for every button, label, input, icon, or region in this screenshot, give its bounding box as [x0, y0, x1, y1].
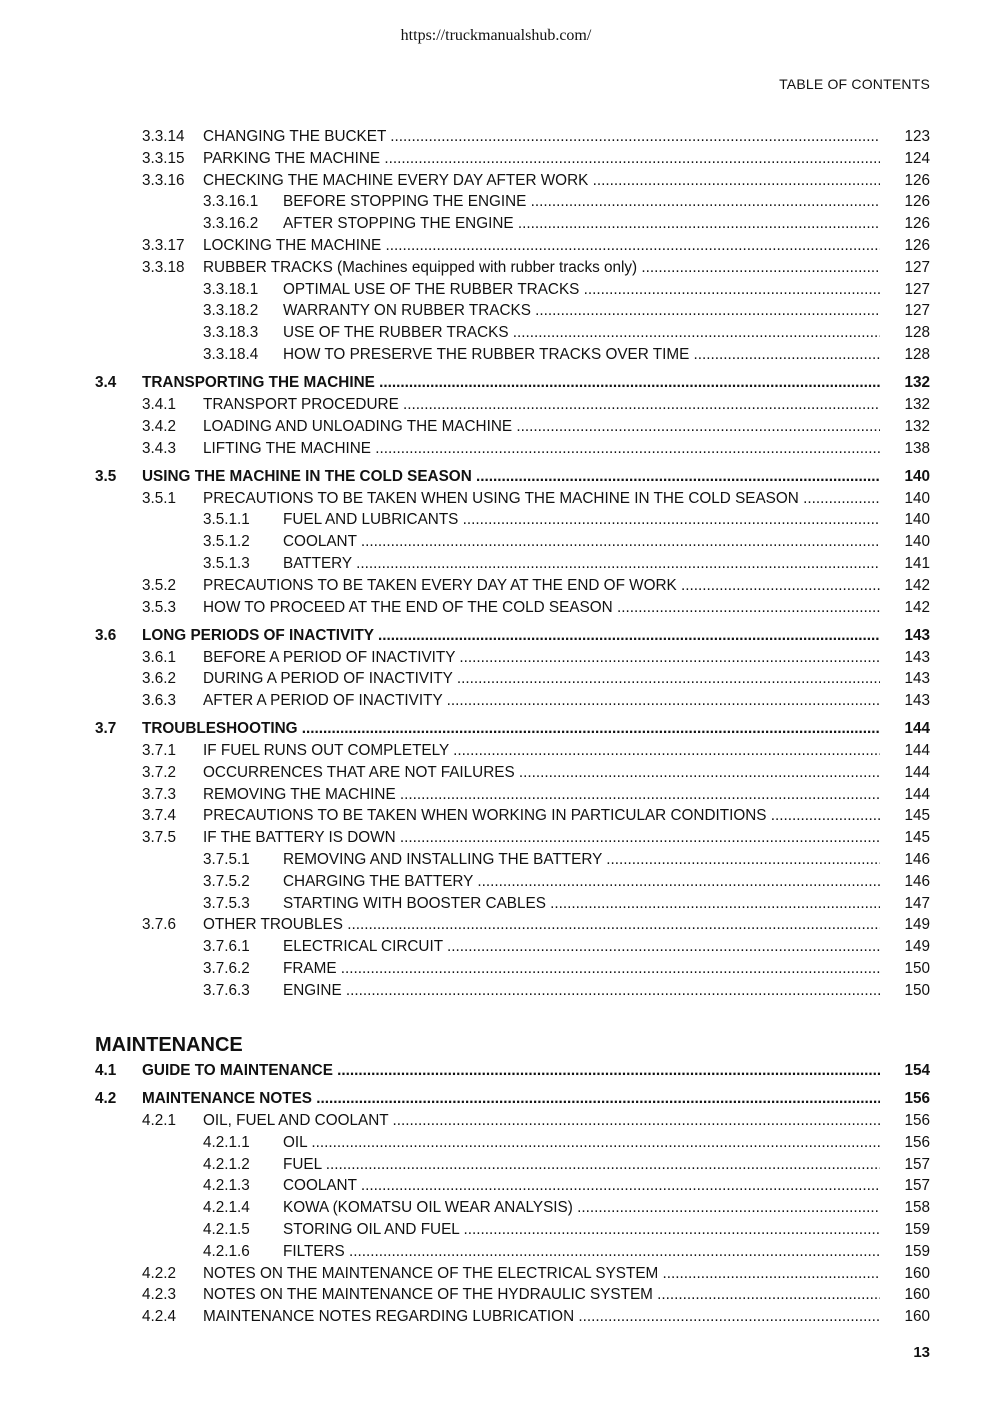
toc-entry-title: LIFTING THE MACHINE ..... — [203, 438, 880, 460]
toc-entry[interactable] — [0, 718, 992, 740]
toc-entry-number: 4.2.1.6 — [203, 1242, 250, 1260]
toc-entry-title: ENGINE ..... — [283, 980, 880, 1002]
toc-entry-number: 4.2.2 — [142, 1264, 177, 1282]
toc-entry-page: 127 — [904, 280, 930, 298]
toc-entry-page: 149 — [904, 938, 930, 956]
toc-entry-title: REMOVING THE MACHINE ..... — [203, 784, 880, 806]
page-header-title: TABLE OF CONTENTS — [779, 76, 930, 92]
toc-entry[interactable] — [0, 1197, 992, 1219]
toc-entry-page: 144 — [904, 785, 930, 803]
toc-entry-title: FUEL AND LUBRICANTS ..... — [283, 509, 880, 531]
toc-entry[interactable] — [0, 394, 992, 416]
toc-entry-title: CHECKING THE MACHINE EVERY DAY AFTER WORK ..... — [203, 170, 880, 192]
toc-entry-page: 143 — [904, 626, 930, 644]
toc-entry[interactable] — [0, 575, 992, 597]
toc-entry-title: OIL, FUEL AND COOLANT ..... — [203, 1110, 880, 1132]
toc-entry-number: 3.7.1 — [142, 742, 177, 760]
toc-entry-page: 150 — [904, 960, 930, 978]
toc-entry-number: 3.5.1.3 — [203, 554, 250, 572]
toc-entry-page: 143 — [904, 670, 930, 688]
toc-entry[interactable] — [0, 322, 992, 344]
toc-entry-title: IF FUEL RUNS OUT COMPLETELY ..... — [203, 740, 880, 762]
toc-entry-number: 4.2.1.4 — [203, 1199, 250, 1217]
toc-entry-page: 141 — [904, 554, 930, 572]
section-heading-text: MAINTENANCE — [95, 1033, 243, 1056]
toc-entry-number: 3.5.3 — [142, 598, 177, 616]
toc-entry[interactable] — [0, 438, 992, 460]
toc-entry-page: 144 — [904, 720, 930, 738]
toc-entry-page: 138 — [904, 439, 930, 457]
toc-entry-number: 3.4 — [95, 374, 117, 392]
toc-entry-page: 149 — [904, 916, 930, 934]
toc-entry-page: 126 — [904, 171, 930, 189]
toc-entry-number: 3.4.3 — [142, 439, 177, 457]
toc-entry-number: 3.7.5.3 — [203, 894, 250, 912]
toc-entry-page: 140 — [904, 467, 930, 485]
toc-entry[interactable] — [0, 257, 992, 279]
toc-entry-page: 160 — [904, 1308, 930, 1326]
toc-entry-title: BEFORE A PERIOD OF INACTIVITY ..... — [203, 647, 880, 669]
toc-entry-title: HOW TO PRESERVE THE RUBBER TRACKS OVER TIME ..... — [283, 344, 880, 366]
toc-entry-page: 126 — [904, 193, 930, 211]
toc-entry-number: 3.3.17 — [142, 236, 185, 254]
toc-entry-page: 146 — [904, 851, 930, 869]
toc-entry-number: 3.7.5.1 — [203, 851, 250, 869]
toc-entry-page: 140 — [904, 533, 930, 551]
toc-entry-number: 3.6.1 — [142, 648, 177, 666]
toc-entry-title: OTHER TROUBLES ..... — [203, 914, 880, 936]
toc-entry-number: 3.5.2 — [142, 576, 177, 594]
toc-entry-title: PARKING THE MACHINE ..... — [203, 148, 880, 170]
toc-entry-page: 160 — [904, 1264, 930, 1282]
toc-entry-page: 128 — [904, 345, 930, 363]
toc-entry-number: 3.3.16 — [142, 171, 185, 189]
toc-entry-title: MAINTENANCE NOTES ..... — [142, 1088, 880, 1110]
toc-entry[interactable] — [0, 531, 992, 553]
toc-entry-page: 158 — [904, 1199, 930, 1217]
toc-entry-number: 3.3.18 — [142, 258, 185, 276]
toc-entry-title: AFTER STOPPING THE ENGINE ..... — [283, 213, 880, 235]
toc-entry-page: 146 — [904, 872, 930, 890]
toc-entry-title: REMOVING AND INSTALLING THE BATTERY ..... — [283, 849, 880, 871]
toc-entry[interactable] — [0, 740, 992, 762]
toc-entry[interactable] — [0, 762, 992, 784]
toc-entry-number: 3.7.6 — [142, 916, 177, 934]
table-of-contents — [0, 126, 992, 1328]
toc-entry-page: 154 — [904, 1062, 930, 1080]
toc-entry-page: 156 — [904, 1112, 930, 1130]
toc-entry[interactable] — [0, 1263, 992, 1285]
toc-entry-page: 145 — [904, 829, 930, 847]
toc-entry-title: TRANSPORTING THE MACHINE ..... — [142, 372, 880, 394]
toc-entry-title: USE OF THE RUBBER TRACKS ..... — [283, 322, 880, 344]
toc-entry-number: 3.7.3 — [142, 785, 177, 803]
toc-entry[interactable] — [0, 827, 992, 849]
toc-entry[interactable] — [0, 126, 992, 148]
toc-entry[interactable] — [0, 668, 992, 690]
toc-entry-number: 3.5 — [95, 467, 117, 485]
toc-entry-page: 126 — [904, 215, 930, 233]
toc-entry-title: LOCKING THE MACHINE ..... — [203, 235, 880, 257]
toc-entry-title: LONG PERIODS OF INACTIVITY ..... — [142, 625, 880, 647]
toc-entry-number: 4.1 — [95, 1062, 117, 1080]
toc-entry[interactable] — [0, 372, 992, 394]
toc-entry[interactable] — [0, 625, 992, 647]
toc-entry-title: WARRANTY ON RUBBER TRACKS ..... — [283, 300, 880, 322]
section-heading — [0, 1024, 992, 1054]
toc-entry-number: 3.7.6.3 — [203, 981, 250, 999]
toc-entry-number: 3.6 — [95, 626, 117, 644]
toc-entry[interactable] — [0, 893, 992, 915]
toc-entry-number: 3.7.5.2 — [203, 872, 250, 890]
toc-entry[interactable] — [0, 300, 992, 322]
toc-entry-number: 3.6.2 — [142, 670, 177, 688]
toc-entry-title: TROUBLESHOOTING ..... — [142, 718, 880, 740]
toc-entry-page: 132 — [904, 417, 930, 435]
toc-entry[interactable] — [0, 1132, 992, 1154]
toc-entry-number: 3.7.4 — [142, 807, 177, 825]
toc-entry-page: 160 — [904, 1286, 930, 1304]
source-url: https://truckmanualshub.com/ — [400, 27, 592, 44]
toc-entry-title: USING THE MACHINE IN THE COLD SEASON ..... — [142, 466, 880, 488]
toc-entry[interactable] — [0, 1154, 992, 1176]
toc-entry-number: 3.5.1.1 — [203, 511, 250, 529]
toc-entry-number: 3.6.3 — [142, 692, 177, 710]
toc-entry-number: 3.3.18.4 — [203, 345, 259, 363]
toc-entry[interactable] — [0, 344, 992, 366]
toc-entry-page: 140 — [904, 489, 930, 507]
toc-entry-page: 127 — [904, 302, 930, 320]
toc-entry-page: 144 — [904, 763, 930, 781]
toc-entry-title: OPTIMAL USE OF THE RUBBER TRACKS ..... — [283, 279, 880, 301]
toc-entry-page: 127 — [904, 258, 930, 276]
toc-entry[interactable] — [0, 213, 992, 235]
toc-entry-number: 4.2.1.2 — [203, 1155, 250, 1173]
toc-entry-title: CHARGING THE BATTERY ..... — [283, 871, 880, 893]
toc-entry-page: 144 — [904, 742, 930, 760]
toc-entry-number: 4.2 — [95, 1090, 117, 1108]
toc-entry-number: 3.3.14 — [142, 128, 185, 145]
toc-entry-title: KOWA (KOMATSU OIL WEAR ANALYSIS) ..... — [283, 1197, 880, 1219]
toc-entry-page: 159 — [904, 1221, 930, 1238]
toc-entry[interactable] — [0, 235, 992, 257]
toc-entry[interactable] — [0, 1175, 992, 1197]
toc-entry-number: 3.3.18.1 — [203, 280, 259, 298]
toc-entry-title: PRECAUTIONS TO BE TAKEN WHEN USING THE MACHINE IN THE COLD SEASON ..... — [203, 488, 880, 510]
toc-entry-title: IF THE BATTERY IS DOWN ..... — [203, 827, 880, 849]
toc-entry-number: 3.5.1.2 — [203, 533, 250, 551]
toc-entry-page: 156 — [904, 1133, 930, 1151]
toc-entry-number: 3.7.2 — [142, 763, 177, 781]
toc-entry-number: 3.3.15 — [142, 149, 185, 167]
toc-entry-page: 142 — [904, 598, 930, 616]
toc-entry[interactable] — [0, 553, 992, 575]
toc-entry-title: TRANSPORT PROCEDURE ..... — [203, 394, 880, 416]
toc-entry-number: 4.2.3 — [142, 1286, 177, 1304]
toc-entry-title: PRECAUTIONS TO BE TAKEN WHEN WORKING IN PARTICULAR CONDITIONS ..... — [203, 805, 880, 827]
toc-entry[interactable] — [0, 849, 992, 871]
toc-entry-page: 143 — [904, 648, 930, 666]
toc-entry-number: 3.3.18.3 — [203, 324, 259, 342]
toc-entry[interactable] — [0, 148, 992, 170]
toc-entry-number: 3.3.16.2 — [203, 215, 259, 233]
toc-entry-title: NOTES ON THE MAINTENANCE OF THE ELECTRICAL SYSTEM ..... — [203, 1263, 880, 1285]
toc-entry[interactable] — [0, 1110, 992, 1132]
toc-entry-title: FUEL ..... — [283, 1154, 880, 1176]
toc-entry-page: 157 — [904, 1155, 930, 1173]
toc-entry-page: 132 — [904, 374, 930, 392]
toc-entry-number: 3.4.1 — [142, 395, 177, 413]
toc-entry-number: 3.7 — [95, 720, 117, 738]
toc-entry[interactable] — [0, 690, 992, 712]
toc-entry-number: 4.2.1 — [142, 1112, 177, 1130]
toc-entry-title: COOLANT ..... — [283, 531, 880, 553]
toc-entry-title: PRECAUTIONS TO BE TAKEN EVERY DAY AT THE END OF WORK ..... — [203, 575, 880, 597]
toc-entry-number: 4.2.1.5 — [203, 1221, 250, 1238]
toc-entry-page: 140 — [904, 511, 930, 529]
toc-entry-title: LOADING AND UNLOADING THE MACHINE ..... — [203, 416, 880, 438]
toc-entry-title: BATTERY ..... — [283, 553, 880, 575]
toc-entry-title: ELECTRICAL CIRCUIT ..... — [283, 936, 880, 958]
toc-entry-number: 3.3.16.1 — [203, 193, 259, 211]
toc-entry-number: 3.4.2 — [142, 417, 177, 435]
toc-entry-title: AFTER A PERIOD OF INACTIVITY ..... — [203, 690, 880, 712]
toc-entry-number: 3.7.6.1 — [203, 938, 250, 956]
toc-entry[interactable] — [0, 1241, 992, 1263]
toc-entry[interactable] — [0, 805, 992, 827]
toc-entry[interactable] — [0, 488, 992, 510]
toc-entry[interactable] — [0, 980, 992, 1002]
toc-entry-title: BEFORE STOPPING THE ENGINE ..... — [283, 191, 880, 213]
toc-entry-title: COOLANT ..... — [283, 1175, 880, 1197]
toc-entry[interactable] — [0, 597, 992, 619]
toc-entry-title: CHANGING THE BUCKET ..... — [203, 126, 880, 148]
toc-entry-title: MAINTENANCE NOTES REGARDING LUBRICATION ..... — [203, 1306, 880, 1328]
toc-entry[interactable] — [0, 1284, 992, 1306]
toc-entry-number: 3.7.5 — [142, 829, 177, 847]
toc-entry-page: 143 — [904, 692, 930, 710]
toc-entry-page: 142 — [904, 576, 930, 594]
toc-entry-title: OIL ..... — [283, 1132, 880, 1154]
toc-entry-page: 124 — [904, 149, 930, 167]
toc-entry-number: 3.3.18.2 — [203, 302, 259, 320]
toc-entry[interactable] — [0, 647, 992, 669]
toc-entry-title: HOW TO PROCEED AT THE END OF THE COLD SEASON ..... — [203, 597, 880, 619]
toc-entry[interactable] — [0, 1219, 992, 1241]
toc-entry-page: 132 — [904, 395, 930, 413]
toc-entry-page: 147 — [904, 894, 930, 912]
toc-entry[interactable] — [0, 1060, 992, 1082]
toc-entry[interactable] — [0, 191, 992, 213]
toc-entry-number: 4.2.1.3 — [203, 1177, 250, 1195]
toc-entry[interactable] — [0, 509, 992, 531]
toc-entry-title: NOTES ON THE MAINTENANCE OF THE HYDRAULIC SYSTEM ..... — [203, 1284, 880, 1306]
toc-entry[interactable] — [0, 466, 992, 488]
toc-entry-page: 126 — [904, 236, 930, 254]
toc-entry-page: 128 — [904, 324, 930, 342]
toc-entry[interactable] — [0, 1306, 992, 1328]
toc-entry[interactable] — [0, 784, 992, 806]
toc-entry-page: 159 — [904, 1242, 930, 1260]
toc-entry-title: STORING OIL AND FUEL ..... — [283, 1219, 880, 1241]
toc-entry[interactable] — [0, 914, 992, 936]
page-number: 13 — [913, 1344, 930, 1361]
toc-entry-number: 3.7.6.2 — [203, 960, 250, 978]
toc-entry[interactable] — [0, 170, 992, 192]
toc-entry-page: 157 — [904, 1177, 930, 1195]
toc-entry[interactable] — [0, 871, 992, 893]
toc-entry-page: 145 — [904, 807, 930, 825]
toc-entry-title: OCCURRENCES THAT ARE NOT FAILURES ..... — [203, 762, 880, 784]
toc-entry-number: 4.2.1.1 — [203, 1133, 250, 1151]
toc-entry[interactable] — [0, 279, 992, 301]
toc-entry-title: FRAME ..... — [283, 958, 880, 980]
toc-entry-page: 156 — [904, 1090, 930, 1108]
toc-entry-number: 4.2.4 — [142, 1308, 177, 1326]
toc-entry[interactable] — [0, 416, 992, 438]
toc-entry-page: 150 — [904, 981, 930, 999]
toc-entry-title: GUIDE TO MAINTENANCE ..... — [142, 1060, 880, 1082]
toc-entry[interactable] — [0, 1088, 992, 1110]
toc-entry-title: RUBBER TRACKS (Machines equipped with rubber tracks only) ..... — [203, 257, 880, 279]
toc-entry[interactable] — [0, 936, 992, 958]
toc-entry-title: DURING A PERIOD OF INACTIVITY ..... — [203, 668, 880, 690]
toc-entry-title: FILTERS ..... — [283, 1241, 880, 1263]
toc-entry-page: 123 — [904, 128, 930, 145]
toc-entry-number: 3.5.1 — [142, 489, 177, 507]
toc-entry[interactable] — [0, 958, 992, 980]
toc-entry-title: STARTING WITH BOOSTER CABLES ..... — [283, 893, 880, 915]
